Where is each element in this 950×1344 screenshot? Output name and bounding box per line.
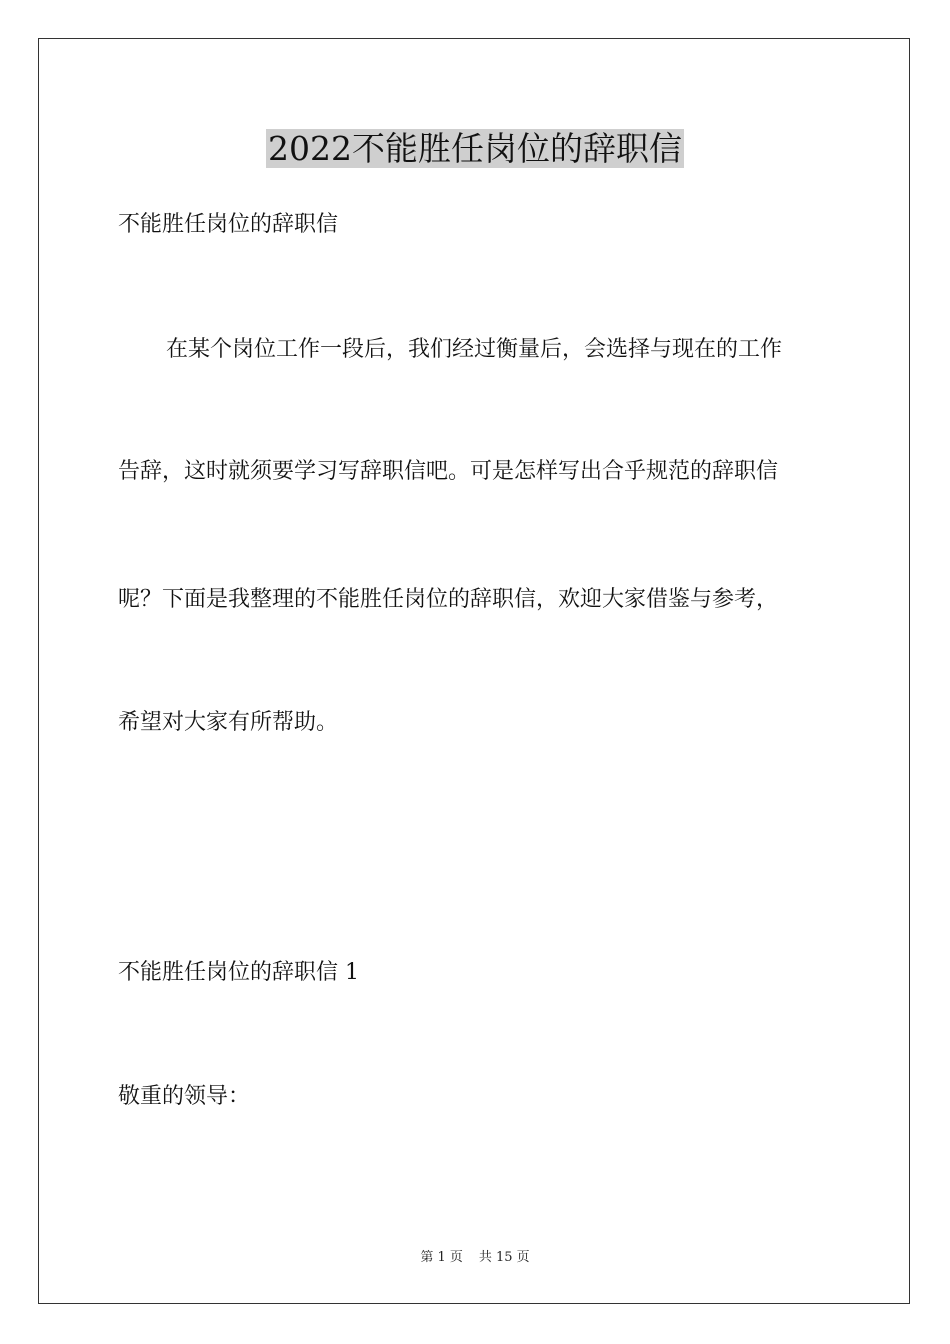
intro-line-4: 希望对大家有所帮助。	[118, 710, 339, 735]
document-subtitle: 不能胜任岗位的辞职信	[118, 212, 339, 237]
section-heading: 不能胜任岗位的辞职信 1	[118, 960, 359, 985]
page-footer	[0, 1248, 950, 1268]
page-number: 第 1 页	[420, 1250, 463, 1265]
document-title-text: 2022不能胜任岗位的辞职信	[268, 129, 682, 168]
intro-line-3: 呢？下面是我整理的不能胜任岗位的辞职信，欢迎大家借鉴与参考，	[118, 587, 779, 612]
document-title	[0, 124, 950, 174]
intro-line-2: 告辞，这时就须要学习写辞职信吧。可是怎样写出合乎规范的辞职信	[118, 459, 779, 484]
salutation: 敬重的领导：	[118, 1084, 251, 1109]
page-total: 共 15 页	[478, 1250, 530, 1265]
intro-line-1: 在某个岗位工作一段后，我们经过衡量后，会选择与现在的工作	[166, 337, 783, 362]
